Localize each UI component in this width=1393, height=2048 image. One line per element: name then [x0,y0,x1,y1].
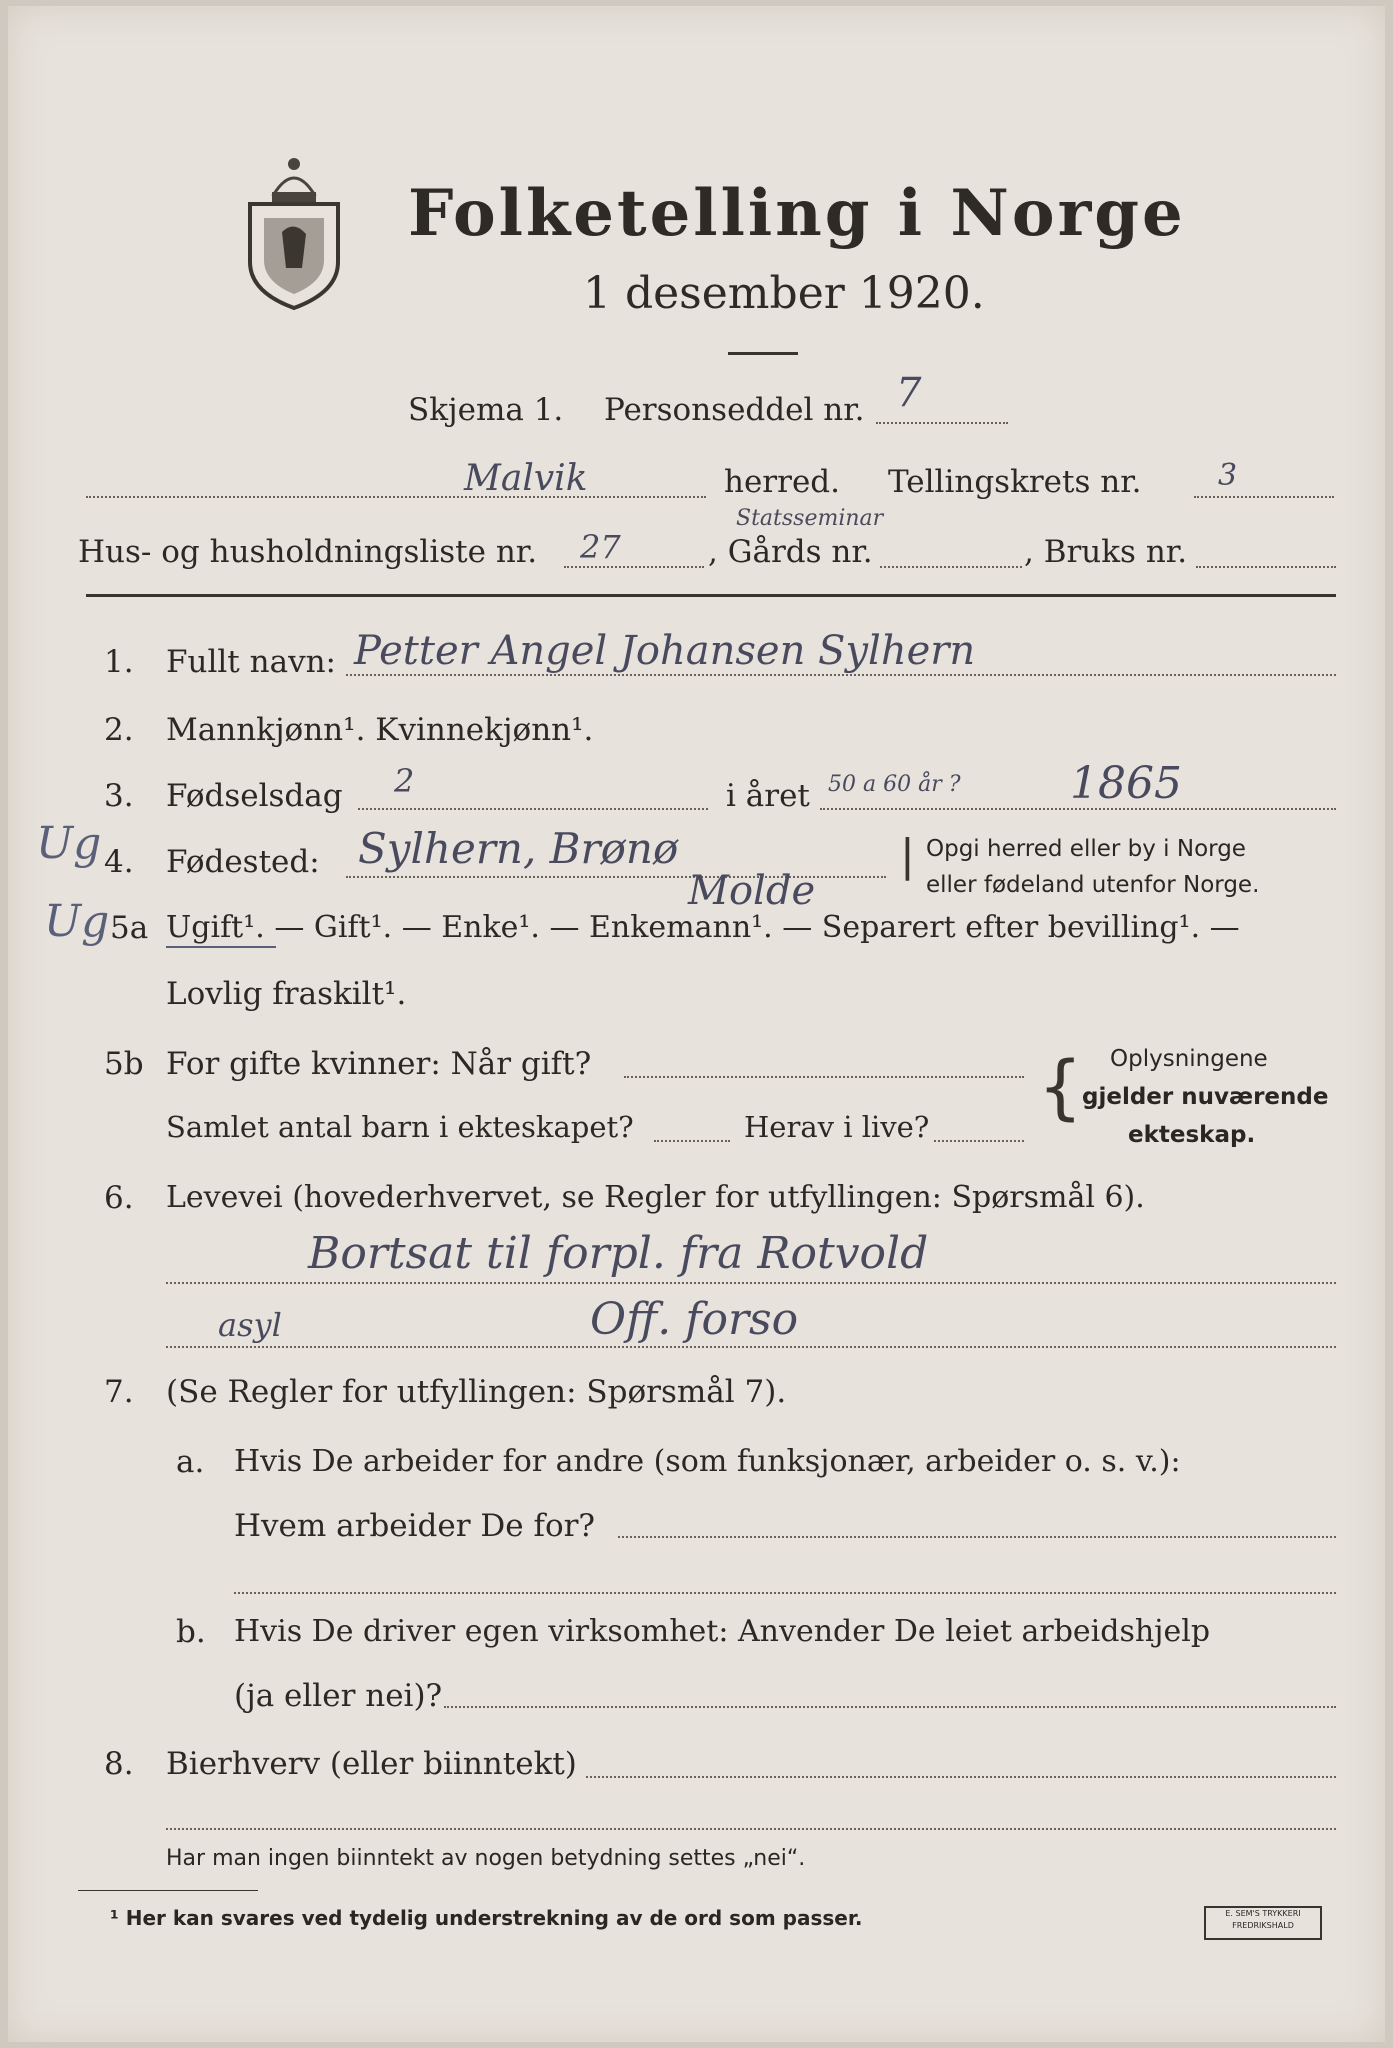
q5b-children-field[interactable] [654,1140,730,1142]
q5b-note-line2: gjelder nuværende [1082,1084,1329,1110]
q6-value-line1: Bortsat til forpl. fra Rotvold [308,1228,929,1279]
margin-mark-1: Ug [36,818,102,869]
coat-of-arms-icon [234,142,354,316]
husholdningsliste-value: 27 [580,528,621,566]
skjema-label: Skjema 1. [408,392,564,428]
q8-field-1[interactable] [586,1776,1336,1778]
q1-label: Fullt navn: [166,644,336,680]
q3-year-value: 1865 [1070,758,1182,809]
q8-note: Har man ingen biinntekt av nogen betydning settes „nei“. [166,1846,806,1871]
bruks-label: , Bruks nr. [1024,534,1188,570]
herred-field[interactable] [86,496,706,498]
q5b-note-line3: ekteskap. [1128,1122,1256,1148]
q8-number: 8. [104,1746,134,1782]
husholdningsliste-label: Hus- og husholdningsliste nr. [78,534,538,570]
printer-stamp [1204,1906,1322,1940]
q6-value-line2: asyl [218,1306,282,1344]
q7a-number: a. [176,1444,205,1480]
personseddel-value: 7 [896,370,922,416]
q5b-number: 5b [104,1046,144,1082]
q7a-line2: Hvem arbeider De for? [234,1508,596,1544]
q3-year-note: 50 a 60 år ? [828,772,961,797]
herred-label: herred. [724,464,840,500]
gards-annotation: Statsseminar [736,506,884,531]
q4-note-line1: Opgi herred eller by i Norge [926,836,1246,862]
q5b-alive-field[interactable] [934,1140,1024,1142]
tellingskrets-field[interactable] [1194,496,1334,498]
personseddel-field[interactable] [876,422,1008,424]
q1-number: 1. [104,644,134,680]
title-divider [728,352,798,355]
gards-field[interactable] [880,566,1022,568]
q5a-ugift-underline [166,946,276,948]
q7b-line1: Hvis De driver egen virksomhet: Anvender De leiet arbeidshjelp [234,1614,1211,1649]
q5b-label2: Samlet antal barn i ekteskapet? [166,1110,634,1144]
q7a-line1: Hvis De arbeider for andre (som funksjonær, arbeider o. s. v.): [234,1444,1181,1479]
q5a-line1: Ugift¹. — Gift¹. — Enke¹. — Enkemann¹. — Separert efter bevilling¹. — [166,910,1240,945]
gards-label: , Gårds nr. [708,534,873,570]
q4-value2: Molde [688,868,816,914]
q3-year-label: i året [726,778,810,814]
husholdningsliste-field[interactable] [564,566,704,568]
q6-field-1[interactable] [166,1282,1336,1284]
q5a-line2: Lovlig fraskilt¹. [166,976,407,1012]
q7b-line2: (ja eller nei)? [234,1678,443,1714]
q7a-field-1[interactable] [618,1536,1336,1538]
q6-value-line3: Off. forso [590,1294,799,1345]
personseddel-label: Personseddel nr. [604,392,865,428]
q4-note-line2: eller fødeland utenfor Norge. [926,872,1260,898]
printer-stamp-line2: FREDRIKSHALD [1232,1921,1294,1930]
q4-label: Fødested: [166,844,320,880]
form-title: Folketelling i Norge [408,176,1186,251]
q7a-field-2[interactable] [234,1592,1336,1594]
q3-number: 3. [104,778,134,814]
q2-label: Mannkjønn¹. Kvinnekjønn¹. [166,712,594,748]
footnote-divider [78,1890,258,1891]
tellingskrets-label: Tellingskrets nr. [888,464,1142,500]
q8-field-2[interactable] [166,1828,1336,1830]
header-divider [86,594,1336,597]
q3-day-field[interactable] [358,808,708,810]
q3-label: Fødselsdag [166,778,343,814]
q6-field-2[interactable] [166,1346,1336,1348]
q5a-number: 5a [110,910,149,946]
q1-field[interactable] [346,674,1336,676]
census-form [8,6,1385,2042]
herred-value: Malvik [464,458,588,499]
q7-number: 7. [104,1374,134,1410]
form-date: 1 desember 1920. [583,268,985,319]
q2-number: 2. [104,712,134,748]
tellingskrets-value: 3 [1218,458,1238,493]
q4-brace: | [900,830,915,881]
q6-number: 6. [104,1180,134,1216]
q5b-married-field[interactable] [624,1076,1024,1078]
q7b-field[interactable] [444,1706,1336,1708]
q5b-label1: For gifte kvinner: Når gift? [166,1046,592,1082]
q7-label: (Se Regler for utfyllingen: Spørsmål 7). [166,1374,787,1410]
q5b-label3: Herav i live? [744,1110,930,1144]
q6-label: Levevei (hovederhvervet, se Regler for utfyllingen: Spørsmål 6). [166,1180,1145,1215]
q3-day-value: 2 [394,762,415,800]
footnote-text: ¹ Her kan svares ved tydelig understrekning av de ord som passer. [110,1906,863,1930]
q5b-note-line1: Oplysningene [1110,1046,1268,1072]
q8-label: Bierhverv (eller biinntekt) [166,1746,577,1782]
bruks-field[interactable] [1196,566,1336,568]
q7b-number: b. [176,1614,206,1650]
printer-stamp-line1: E. SEM'S TRYKKERI [1225,1909,1301,1918]
q1-value: Petter Angel Johansen Sylhern [354,628,976,674]
q4-value: Sylhern, Brønø [358,824,679,873]
q4-number: 4. [104,844,134,880]
q5b-brace: { [1038,1046,1083,1128]
margin-mark-2: Ug [44,896,110,947]
